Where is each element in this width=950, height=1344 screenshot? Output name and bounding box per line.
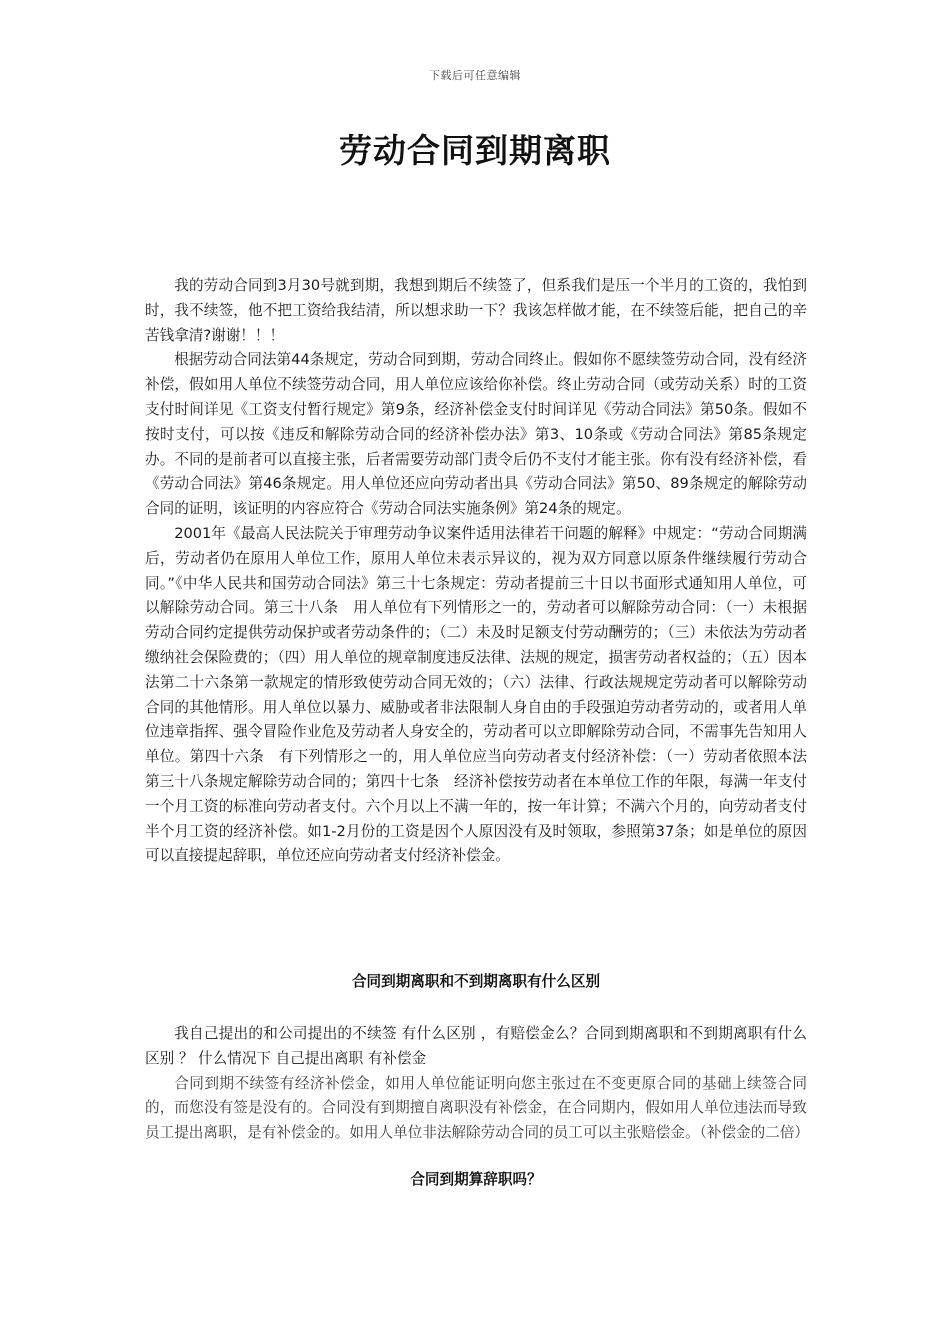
- section-difference: [145, 1022, 810, 1146]
- section-heading-difference: 合同到期离职和不到期离职有什么区别: [351, 973, 601, 990]
- paragraph-judicial-interpretation: 2001年《最高人民法院关于审理劳动争议案件适用法律若干问题的解释》中规定：“劳动合同期满后，劳动者仍在原用人单位工作，原用人单位未表示异议的，视为双方同意以原条件继续履行劳动合同。”《中华人民共和国劳动合同法》第三十七条规定：劳动者提前三十日以书面形式通知用人单位，可以解除劳动合同。第三十八条 用人单位有下列情形之一的，劳动者可以解除劳动合同：（一）未根据劳动合同约定提供劳动保护或者劳动条件的；（二）未及时足额支付劳动酬劳的；（三）未依法为劳动者缴纳社会保险费的；（四）用人单位的规章制度违反法律、法规的规定，损害劳动者权益的；（五）因本法第二十六条第一款规定的情形致使劳动合同无效的；（六）法律、行政法规规定劳动者可以解除劳动合同的其他情形。用人单位以暴力、威胁或者非法限制人身自由的手段强迫劳动者劳动的，或者用人单位违章指挥、强令冒险作业危及劳动者人身安全的，劳动者可以立即解除劳动合同，不需事先告知用人单位。第四十六条 有下列情形之一的，用人单位应当向劳动者支付经济补偿：（一）劳动者依照本法第三十八条规定解除劳动合同的；第四十七条 经济补偿按劳动者在本单位工作的年限，每满一年支付一个月工资的标准向劳动者支付。六个月以上不满一年的，按一年计算；不满六个月的，向劳动者支付半个月工资的经济补偿。如1-2月份的工资是因个人原因没有及时领取，参照第37条；如是单位的原因可以直接提起辞职，单位还应向劳动者支付经济补偿金。: [145, 524, 807, 865]
- paragraph-answer-law44: 根据劳动合同法第44条规定，劳动合同到期，劳动合同终止。假如你不愿续签劳动合同，没有经济补偿，假如用人单位不续签劳动合同，用人单位应该给你补偿。终止劳动合同（或劳动关系）时的工资支付时间详见《工资支付暂行规定》第9条，经济补偿金支付时间详见《劳动合同法》第50条。假如不按时支付，可以按《违反和解除劳动合同的经济补偿办法》第3、10条或《劳动合同法》第85条规定办。不同的是前者可以直接主张，后者需要劳动部门责令后仍不支付才能主张。你有没有经济补偿，看《劳动合同法》第46条规定。用人单位还应向劳动者出具《劳动合同法》第50、89条规定的解除劳动合同的证明，该证明的内容应符合《劳动合同法实施条例》第24条的规定。: [145, 351, 807, 518]
- paragraph-question: 我的劳动合同到3月30号就到期，我想到期后不续签了，但系我们是压一个半月的工资的，我怕到时，我不续签，他不把工资给我结清，所以想求助一下？我该怎样做才能，在不续签后能，把自己的辛苦钱拿清?谢谢！！！: [145, 277, 807, 344]
- section-question-answer: [145, 274, 807, 869]
- document-title: 劳动合同到期离职: [339, 131, 611, 170]
- section-heading-resignation: 合同到期算辞职吗？: [410, 1171, 542, 1188]
- paragraph-difference-question: 我自己提出的和公司提出的不续签 有什么区别 ，有赔偿金么？合同到期离职和不到期离职有什么区别 ？ 什么情况下 自己提出离职 有补偿金: [145, 1025, 807, 1067]
- page-header-note: 下载后可任意编辑: [429, 69, 521, 82]
- paragraph-difference-answer: 合同到期不续签有经济补偿金，如用人单位能证明向您主张过在不变更原合同的基础上续签合同的，而您没有签是没有的。合同没有到期擅自离职没有补偿金，在合同期内，假如用人单位违法而导致员工提出离职，是有补偿金的。如用人单位非法解除劳动合同的员工可以主张赔偿金。（补偿金的二倍）: [145, 1074, 810, 1142]
